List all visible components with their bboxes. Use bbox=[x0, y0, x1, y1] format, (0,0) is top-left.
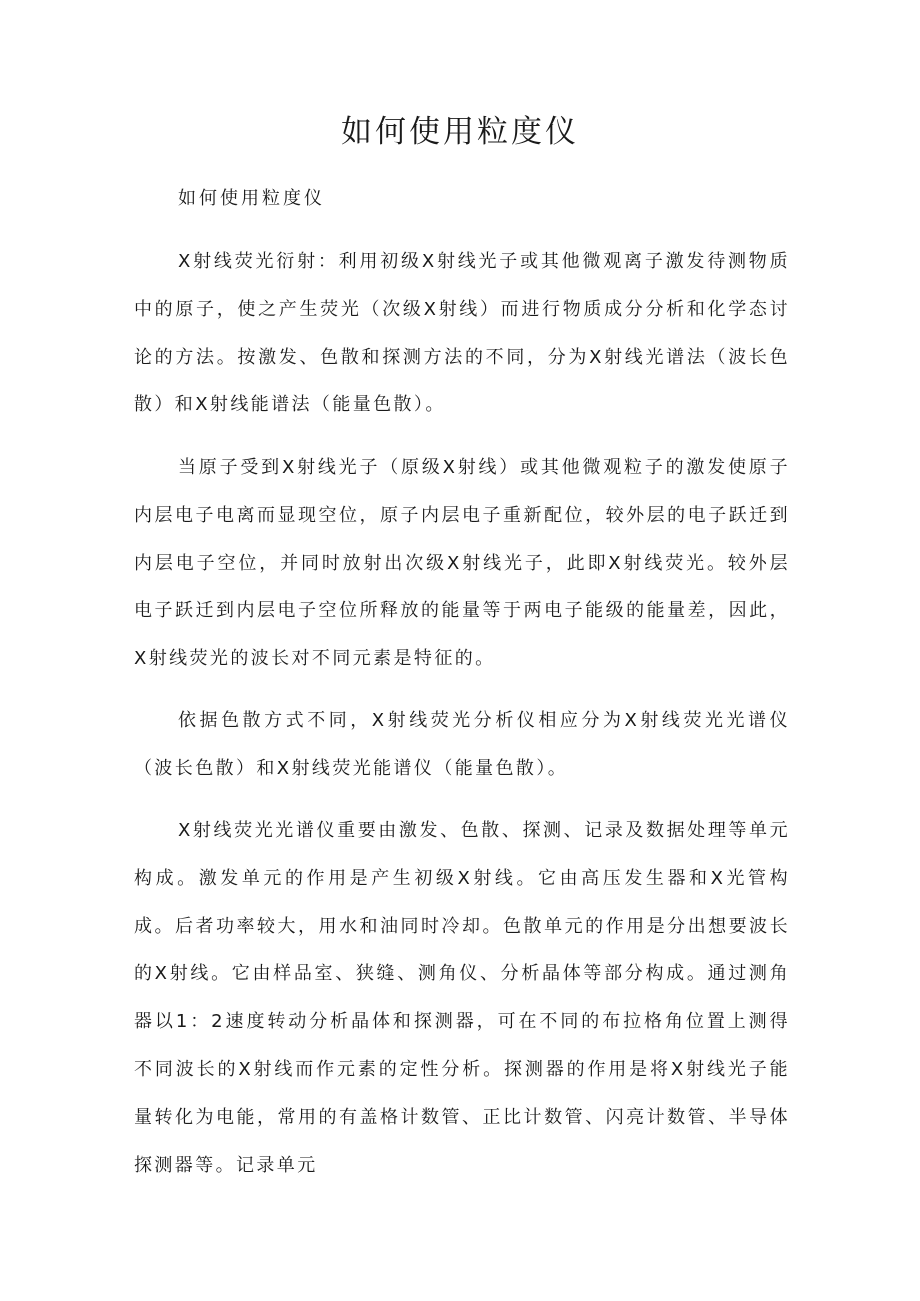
paragraph: 当原子受到X射线光子（原级X射线）或其他微观粒子的激发使原子内层电子电离而显现空位，原子内层电子重新配位，较外层的电子跃迁到内层电子空位，并同时放射出次级X射线光子，此即X射线荧光。较外层电子跃迁到内层电子空位所释放的能量等于两电子能级的能量差，因此，X射线荧光的波长对不同元素是特征的。 bbox=[134, 457, 790, 670]
paragraph: X射线荧光光谱仪重要由激发、色散、探测、记录及数据处理等单元构成。激发单元的作用是产生初级X射线。它由高压发生器和X光管构成。后者功率较大，用水和油同时冷却。色散单元的作用是分出想要波长的X射线。它由样品室、狭缝、测角仪、分析晶体等部分构成。通过测角器以1：2速度转动分析晶体和探测器，可在不同的布拉格角位置上测得不同波长的X射线而作元素的定性分析。探测器的作用是将X射线光子能量转化为电能，常用的有盖格计数管、正比计数管、闪亮计数管、半导体探测器等。记录单元 bbox=[134, 820, 790, 1176]
page-title: 如何使用粒度仪 bbox=[341, 114, 579, 150]
paragraph: X射线荧光衍射：利用初级X射线光子或其他微观离子激发待测物质中的原子，使之产生荧光（次级X射线）而进行物质成分分析和化学态讨论的方法。按激发、色散和探测方法的不同，分为X射线光谱法（波长色散）和X射线能谱法（能量色散）。 bbox=[134, 251, 790, 416]
document-subtitle: 如何使用粒度仪 bbox=[178, 188, 325, 209]
paragraph: 依据色散方式不同，X射线荧光分析仪相应分为X射线荧光光谱仪（波长色散）和X射线荧光能谱仪（能量色散）。 bbox=[134, 710, 790, 779]
